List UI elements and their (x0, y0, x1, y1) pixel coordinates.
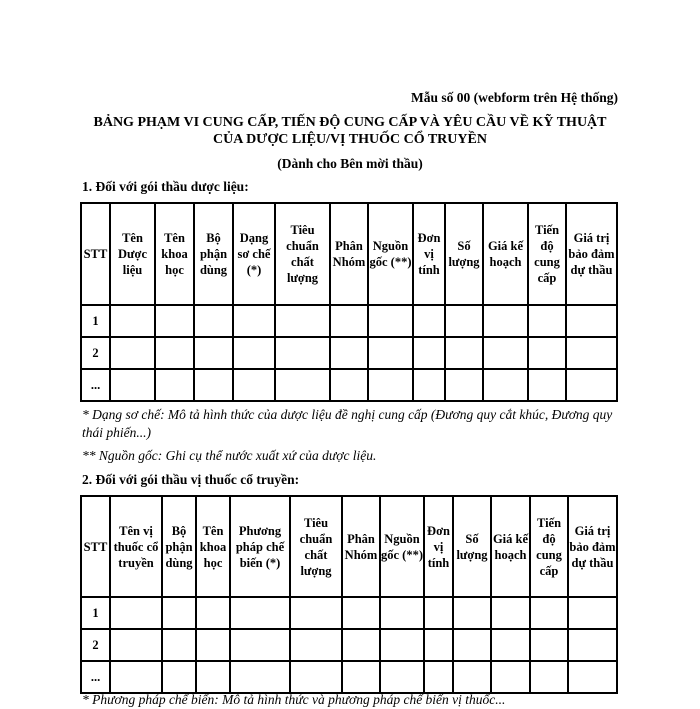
table-cell[interactable] (275, 369, 330, 401)
column-header-group: Phân Nhóm (330, 203, 368, 305)
column-header-supply-schedule: Tiến độ cung cấp (530, 496, 568, 597)
table-cell[interactable] (453, 597, 491, 629)
table-cell[interactable] (230, 661, 290, 693)
table-cell[interactable] (568, 629, 617, 661)
table-cell[interactable] (368, 305, 413, 337)
column-header-medicine-name: Tên vị thuốc cổ truyền (110, 496, 162, 597)
table-cell[interactable] (330, 305, 368, 337)
column-header-quantity: Số lượng (445, 203, 483, 305)
row-number: ... (81, 661, 110, 693)
table-cell[interactable] (483, 305, 528, 337)
table-cell[interactable] (196, 661, 230, 693)
table-cell[interactable] (528, 305, 566, 337)
table-cell[interactable] (380, 661, 424, 693)
table-row (81, 369, 617, 401)
table-cell[interactable] (491, 661, 530, 693)
column-header-bid-security: Giá trị bảo đảm dự thầu (568, 496, 617, 597)
column-header-bid-security: Giá trị bảo đảm dự thầu (566, 203, 617, 305)
column-header-scientific-name: Tên khoa học (196, 496, 230, 597)
table-cell[interactable] (230, 597, 290, 629)
column-header-herb-name: Tên Dược liệu (110, 203, 155, 305)
table-cell[interactable] (110, 305, 155, 337)
table-cell[interactable] (528, 337, 566, 369)
form-code: Mẫu số 00 (webform trên Hệ thống) (411, 90, 618, 105)
column-header-quality-standard: Tiêu chuẩn chất lượng (290, 496, 342, 597)
table-cell[interactable] (530, 629, 568, 661)
table-cell[interactable] (330, 337, 368, 369)
table-cell[interactable] (413, 369, 445, 401)
table-cell[interactable] (445, 369, 483, 401)
column-header-processing-form: Dạng sơ chế (*) (233, 203, 275, 305)
table-cell[interactable] (424, 597, 453, 629)
column-header-part-used: Bộ phận dùng (162, 496, 196, 597)
table-cell[interactable] (380, 629, 424, 661)
table-cell[interactable] (566, 305, 617, 337)
table-cell[interactable] (110, 629, 162, 661)
table-cell[interactable] (155, 337, 194, 369)
table-cell[interactable] (194, 369, 233, 401)
row-number: ... (81, 369, 110, 401)
table-cell[interactable] (413, 305, 445, 337)
table-cell[interactable] (453, 661, 491, 693)
column-header-supply-schedule: Tiến độ cung cấp (528, 203, 566, 305)
document-title: BẢNG PHẠM VI CUNG CẤP, TIẾN ĐỘ CUNG CẤP VÀ YÊU CẦU VỀ KỸ THUẬT CỦA DƯỢC LIỆU/VỊ THUỐC CỔ TRUYỀN (93, 115, 607, 147)
table-cell[interactable] (155, 305, 194, 337)
table-cell[interactable] (342, 629, 380, 661)
column-header-unit: Đơn vị tính (413, 203, 445, 305)
table-cell[interactable] (110, 337, 155, 369)
row-number: 2 (81, 337, 110, 369)
table-cell[interactable] (453, 629, 491, 661)
table-cell[interactable] (342, 597, 380, 629)
table-header-row (81, 496, 617, 597)
table-header-row (81, 203, 617, 305)
table-cell[interactable] (491, 629, 530, 661)
table-cell[interactable] (566, 337, 617, 369)
table-cell[interactable] (290, 661, 342, 693)
table-cell[interactable] (568, 597, 617, 629)
table-cell[interactable] (483, 337, 528, 369)
table-cell[interactable] (196, 629, 230, 661)
table-cell[interactable] (424, 661, 453, 693)
column-header-processing-method: Phương pháp chế biến (*) (230, 496, 290, 597)
column-header-stt: STT (81, 496, 110, 597)
table-cell[interactable] (110, 369, 155, 401)
section2-title: 2. Đối với gói thầu vị thuốc cổ truyền: (82, 472, 300, 487)
column-header-stt: STT (81, 203, 110, 305)
table-cell[interactable] (233, 369, 275, 401)
column-header-planned-price: Giá kế hoạch (491, 496, 530, 597)
table-cell[interactable] (194, 305, 233, 337)
table-cell[interactable] (162, 629, 196, 661)
origin-note: ** Nguồn gốc: Ghi cụ thể nước xuất xứ của dược liệu. (82, 448, 377, 463)
table-cell[interactable] (196, 597, 230, 629)
table-cell[interactable] (290, 597, 342, 629)
table-cell[interactable] (530, 661, 568, 693)
table-cell[interactable] (230, 629, 290, 661)
column-header-quality-standard: Tiêu chuẩn chất lượng (275, 203, 330, 305)
table-cell[interactable] (368, 369, 413, 401)
table-cell[interactable] (445, 305, 483, 337)
row-number: 2 (81, 629, 110, 661)
table-row (81, 337, 617, 369)
table-cell[interactable] (194, 337, 233, 369)
row-number: 1 (81, 305, 110, 337)
table-cell[interactable] (491, 597, 530, 629)
table-cell[interactable] (110, 661, 162, 693)
table-cell[interactable] (330, 369, 368, 401)
table-cell[interactable] (162, 597, 196, 629)
table-cell[interactable] (290, 629, 342, 661)
traditional-medicine-table (80, 495, 618, 694)
processing-method-note: * Phương pháp chế biến: Mô tả hình thức và phương pháp chế biến vị thuốc... (82, 692, 506, 707)
table-cell[interactable] (342, 661, 380, 693)
table-cell[interactable] (445, 337, 483, 369)
row-number: 1 (81, 597, 110, 629)
table-cell[interactable] (566, 369, 617, 401)
table-cell[interactable] (233, 305, 275, 337)
processing-form-note: * Dạng sơ chế: Mô tả hình thức của dược liệu đề nghị cung cấp (Đương quy cắt khúc, Đương quy thái phiến...) (82, 407, 613, 440)
table-cell[interactable] (110, 597, 162, 629)
column-header-part-used: Bộ phận dùng (194, 203, 233, 305)
table-cell[interactable] (275, 337, 330, 369)
table-cell[interactable] (568, 661, 617, 693)
table-cell[interactable] (162, 661, 196, 693)
table-cell[interactable] (380, 597, 424, 629)
section1-title: 1. Đối với gói thầu dược liệu: (82, 179, 249, 194)
column-header-unit: Đơn vị tính (424, 496, 453, 597)
table-row (81, 305, 617, 337)
column-header-scientific-name: Tên khoa học (155, 203, 194, 305)
table-cell[interactable] (413, 337, 445, 369)
table-cell[interactable] (368, 337, 413, 369)
table-cell[interactable] (275, 305, 330, 337)
table-cell[interactable] (155, 369, 194, 401)
table-row (81, 661, 617, 693)
column-header-group: Phân Nhóm (342, 496, 380, 597)
table-cell[interactable] (483, 369, 528, 401)
column-header-planned-price: Giá kế hoạch (483, 203, 528, 305)
table-row (81, 597, 617, 629)
document-subtitle: (Dành cho Bên mời thầu) (277, 156, 423, 171)
column-header-quantity: Số lượng (453, 496, 491, 597)
table-cell[interactable] (233, 337, 275, 369)
column-header-origin: Nguồn gốc (**) (368, 203, 413, 305)
table-cell[interactable] (424, 629, 453, 661)
table-row (81, 629, 617, 661)
herbal-material-table (80, 202, 618, 402)
table-cell[interactable] (528, 369, 566, 401)
column-header-origin: Nguồn gốc (**) (380, 496, 424, 597)
table-cell[interactable] (530, 597, 568, 629)
